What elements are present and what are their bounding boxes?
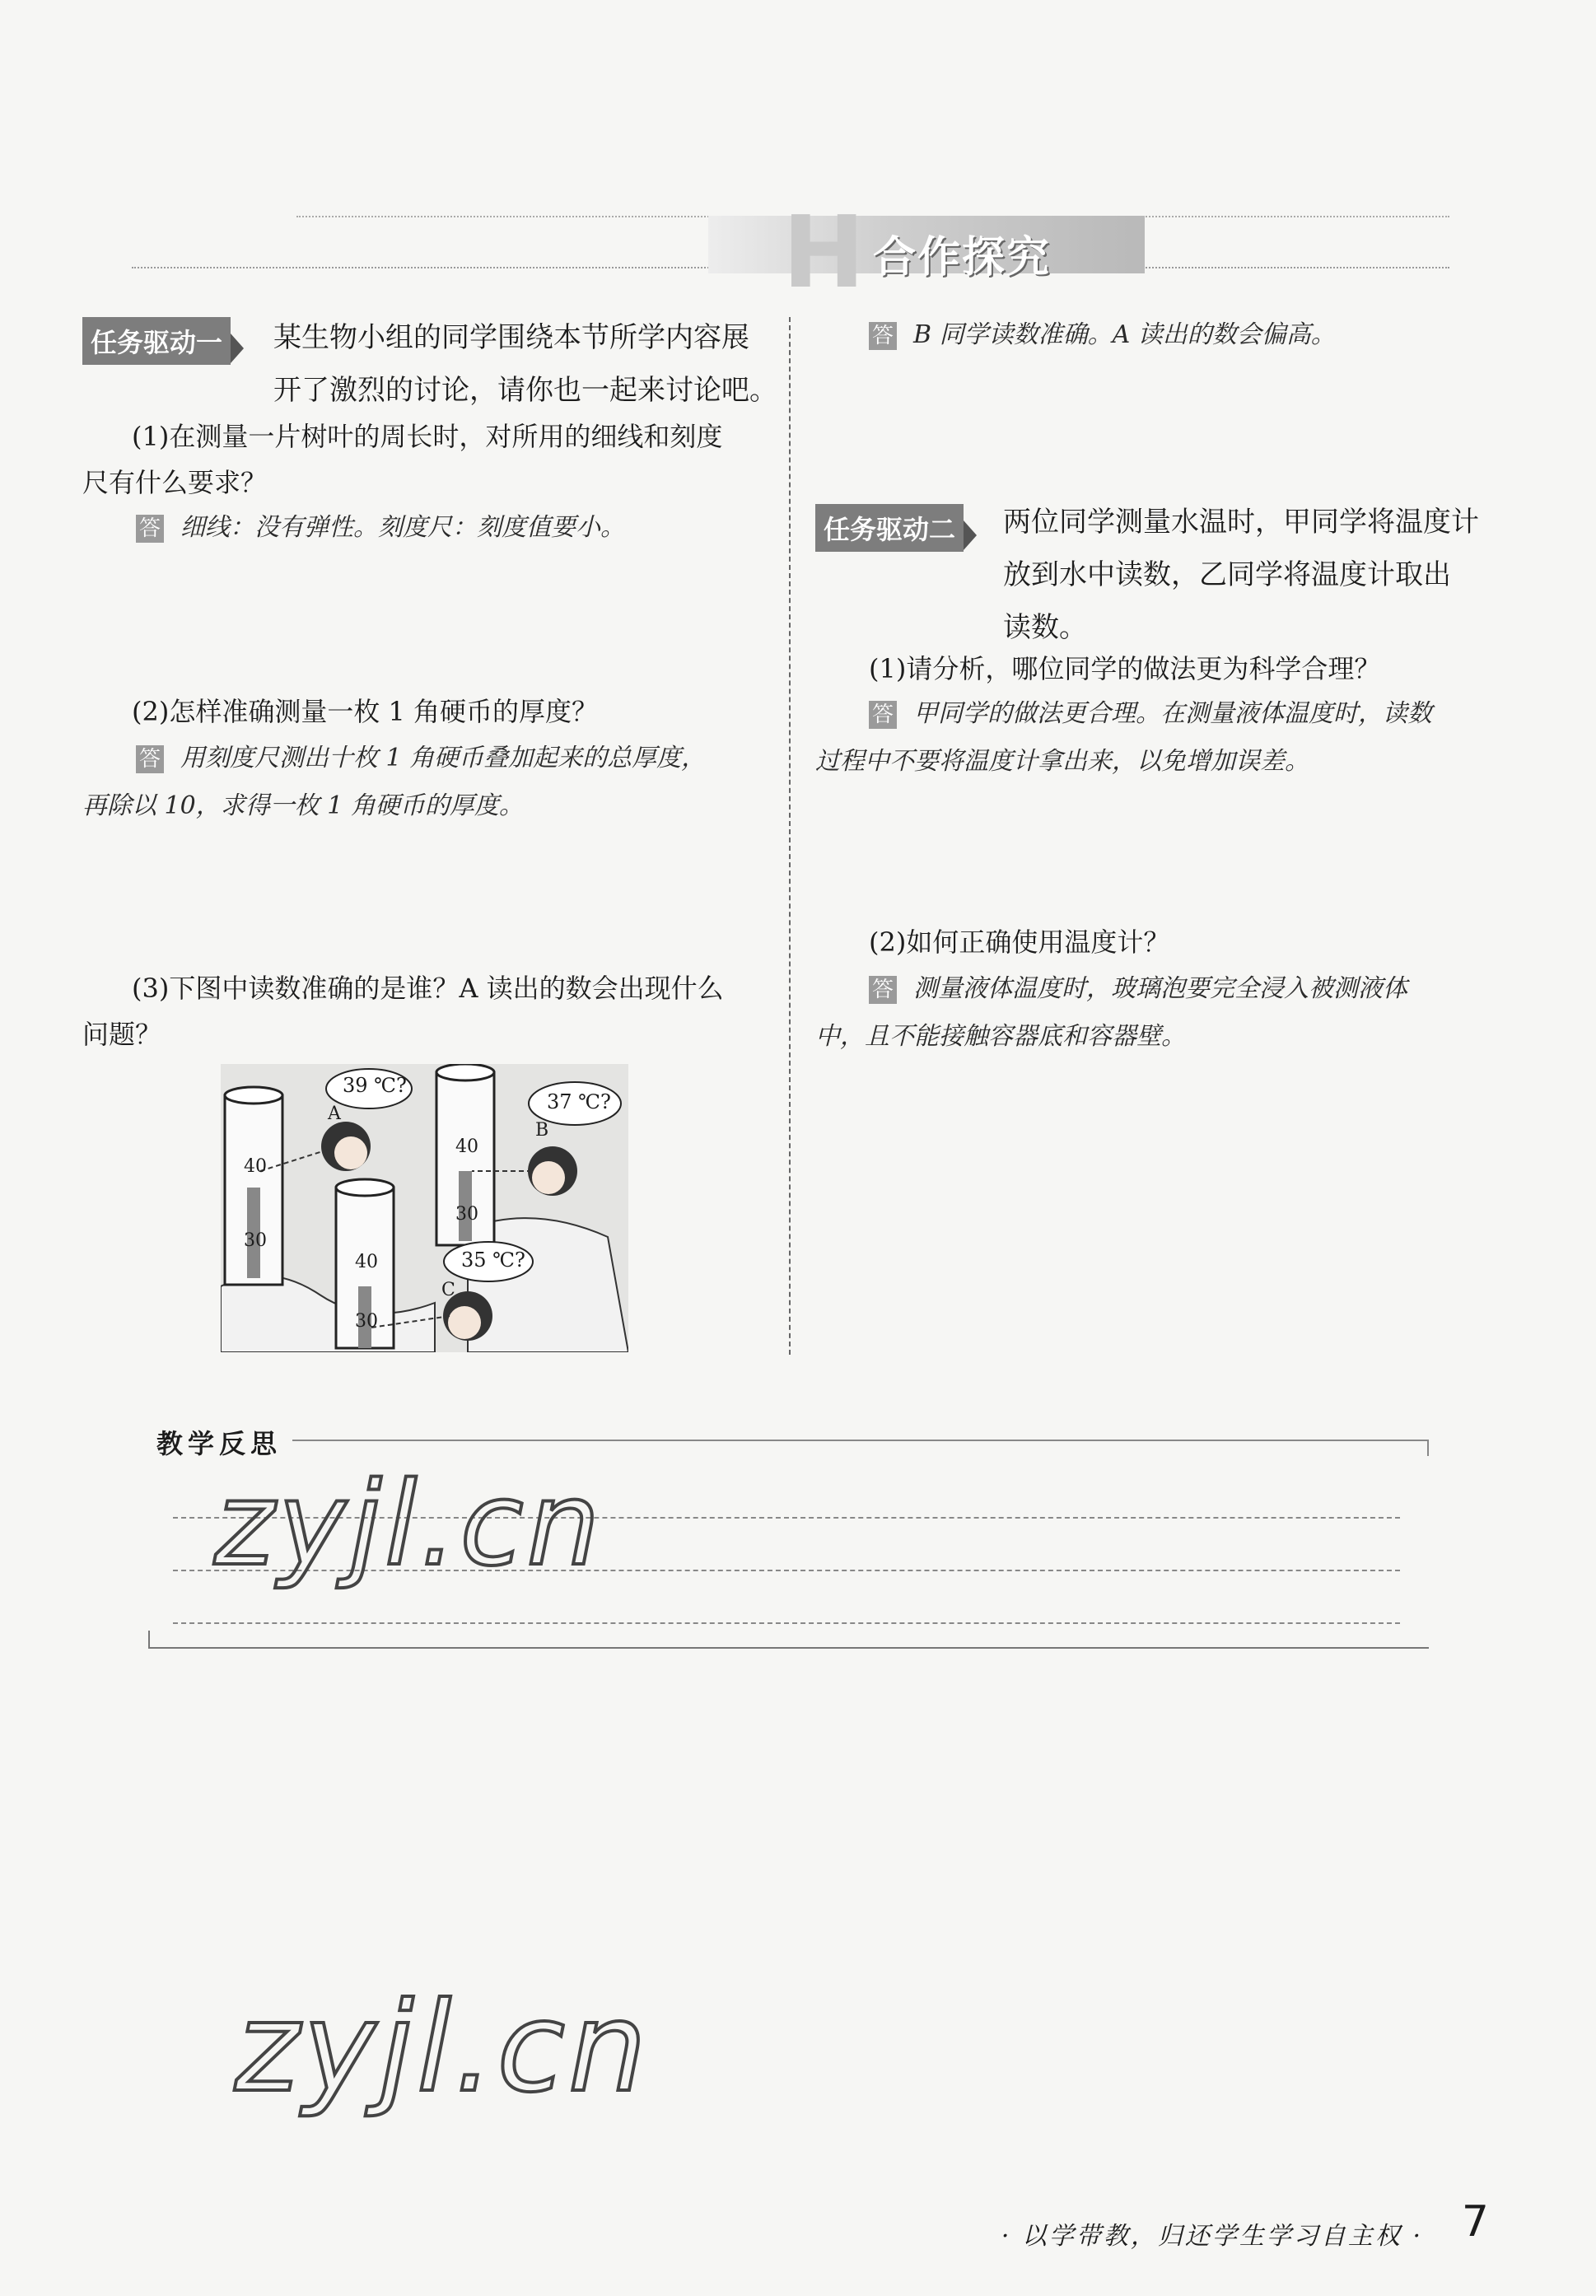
task2-q2: (2)如何正确使用温度计？ [869,926,1170,958]
thermometer-figure [221,1064,628,1352]
watermark: zyjl.cn [235,1976,651,2120]
tick-30-c: 30 [355,1311,378,1332]
reflection-rule-top [292,1440,1429,1441]
task1-intro: 某生物小组的同学围绕本节所学内容展 开了激烈的讨论，请你也一起来讨论吧。 [273,321,777,407]
reflection-rule-bottom [148,1647,1429,1649]
task1-tag: 任务驱动一 [82,317,231,365]
bubble-a-text: 39 ℃? [343,1074,407,1097]
bubble-c-text: 35 ℃? [461,1248,525,1272]
section-letter: H [782,196,866,310]
reflection-rule-right [1427,1440,1429,1456]
label-b: B [535,1120,549,1141]
label-a: A [328,1104,341,1124]
tick-30-a: 30 [244,1230,267,1251]
task2-a1-line2: 过程中不要将温度计拿出来，以免增加误差。 [815,747,1309,776]
task1-header [82,317,244,365]
answer-badge: 答 [136,745,164,773]
task1-a1: 答 细线：没有弹性。刻度尺：刻度值要小。 [136,504,625,552]
task2-a1: 答 甲同学的做法更合理。在测量液体温度时，读数 [869,690,1432,738]
tick-30-b: 30 [455,1204,478,1225]
task2-header [815,504,977,552]
bubble-b-text: 37 ℃? [547,1090,611,1113]
task1-a3: 答 B 同学读数准确。A 读出的数会偏高。 [869,311,1336,359]
label-c: C [441,1280,455,1300]
task2-tag: 任务驱动二 [815,504,964,552]
task1-q1: (1)在测量一片树叶的周长时，对所用的细线和刻度 尺有什么要求？ [82,421,723,498]
task1-a2: 答 用刻度尺测出十枚 1 角硬币叠加起来的总厚度， [136,735,778,782]
reflection-writing-line[interactable] [173,1622,1400,1624]
task1-q3: (3)下图中读数准确的是谁？A 读出的数会出现什么 问题？ [82,973,724,1050]
answer-badge: 答 [136,515,164,543]
task1-q2: (2)怎样准确测量一枚 1 角硬币的厚度？ [132,696,599,727]
watermark: zyjl.cn [214,1458,604,1592]
section-header [132,196,1449,310]
task2-intro: 两位同学测量水温时，甲同学将温度计 放到水中读数，乙同学将温度计取出 读数。 [1003,506,1479,644]
footer-motto: · 以学带教，归还学生学习自主权 · [1001,2222,1423,2251]
reflection-title: 教学反思 [156,1428,282,1459]
task2-arrow-icon [964,520,977,550]
column-separator [789,317,791,1355]
tick-40-c: 40 [355,1252,378,1272]
task1-a2-line2: 再除以 10，求得一枚 1 角硬币的厚度。 [82,791,524,820]
page-number: 7 [1461,2197,1489,2247]
tick-40-b: 40 [455,1136,478,1157]
task2-q1: (1)请分析，哪位同学的做法更为科学合理？ [869,653,1381,684]
tick-40-a: 40 [244,1156,267,1177]
task2-a2-line2: 中，且不能接触容器底和容器壁。 [815,1022,1186,1051]
answer-badge: 答 [869,976,897,1004]
answer-badge: 答 [869,701,897,729]
task1-arrow-icon [231,334,244,363]
task2-a2: 答 测量液体温度时，玻璃泡要完全浸入被测液体 [869,965,1407,1013]
reflection-rule-left [148,1631,150,1647]
section-title: 合作探究 [873,233,1052,282]
answer-badge: 答 [869,322,897,350]
